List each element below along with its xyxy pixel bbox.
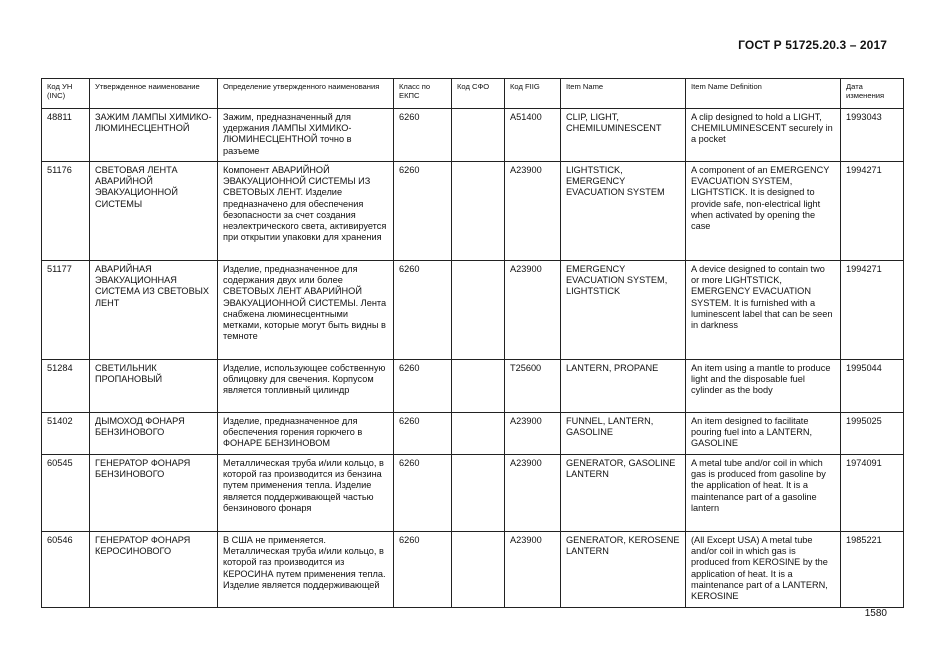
cell-inc: 60545 bbox=[42, 455, 90, 532]
table-row bbox=[42, 109, 904, 162]
cell-item-name: LANTERN, PROPANE bbox=[561, 360, 686, 413]
cell-name-ru: ЗАЖИМ ЛАМПЫ ХИМИКО-ЛЮМИНЕСЦЕНТНОЙ bbox=[90, 109, 218, 162]
column-header-name-ru: Утвержденное наименование bbox=[90, 79, 218, 109]
cell-change-date: 1994271 bbox=[841, 261, 904, 360]
cell-definition-ru: Изделие, предназначенное для содержания двух или более СВЕТОВЫХ ЛЕНТ АВАРИЙНОЙ ЭВАКУАЦИОННОЙ СИСТЕМЫ. Лента снабжена люминесцентными метками, которые могут быть видны в темноте bbox=[218, 261, 394, 360]
cell-ekps-class: 6260 bbox=[394, 532, 452, 608]
cell-sfo-code bbox=[452, 109, 505, 162]
cell-ekps-class: 6260 bbox=[394, 360, 452, 413]
classification-table bbox=[41, 78, 904, 608]
table-row bbox=[42, 360, 904, 413]
cell-item-definition: An item designed to facilitate pouring fuel into a LANTERN, GASOLINE bbox=[686, 413, 841, 455]
table-row bbox=[42, 261, 904, 360]
cell-sfo-code bbox=[452, 413, 505, 455]
page-number: 1580 bbox=[864, 608, 887, 619]
column-header-inc: Код УН (INC) bbox=[42, 79, 90, 109]
cell-name-ru: СВЕТОВАЯ ЛЕНТА АВАРИЙНОЙ ЭВАКУАЦИОННОЙ СИСТЕМЫ bbox=[90, 162, 218, 261]
cell-fiig-code: A23900 bbox=[505, 413, 561, 455]
cell-fiig-code: A23900 bbox=[505, 455, 561, 532]
column-header-definition-ru: Определение утвержденного наименования bbox=[218, 79, 394, 109]
cell-item-definition: A component of an EMERGENCY EVACUATION SYSTEM, LIGHTSTICK. It is designed to provide safe, non-electrical light when activated by opening the case bbox=[686, 162, 841, 261]
cell-change-date: 1985221 bbox=[841, 532, 904, 608]
cell-inc: 51176 bbox=[42, 162, 90, 261]
cell-sfo-code bbox=[452, 261, 505, 360]
cell-ekps-class: 6260 bbox=[394, 162, 452, 261]
cell-change-date: 1974091 bbox=[841, 455, 904, 532]
cell-ekps-class: 6260 bbox=[394, 455, 452, 532]
cell-item-definition: (All Except USA) A metal tube and/or coil in which gas is produced from KEROSINE by the application of heat. It is a maintenance part of a LANTERN, KEROSINE bbox=[686, 532, 841, 608]
cell-inc: 51284 bbox=[42, 360, 90, 413]
cell-ekps-class: 6260 bbox=[394, 109, 452, 162]
table-header-row bbox=[42, 79, 904, 109]
cell-name-ru: ГЕНЕРАТОР ФОНАРЯ БЕНЗИНОВОГО bbox=[90, 455, 218, 532]
cell-fiig-code: T25600 bbox=[505, 360, 561, 413]
cell-item-name: GENERATOR, KEROSENE LANTERN bbox=[561, 532, 686, 608]
cell-ekps-class: 6260 bbox=[394, 261, 452, 360]
column-header-sfo-code: Код СФО bbox=[452, 79, 505, 109]
cell-definition-ru: Изделие, предназначенное для обеспечения горения горючего в ФОНАРЕ БЕНЗИНОВОМ bbox=[218, 413, 394, 455]
cell-definition-ru: В США не применяется. Металлическая труба и/или кольцо, в которой газ производится из КЕРОСИНА путем применения тепла. Изделие является поддерживающей bbox=[218, 532, 394, 608]
cell-change-date: 1994271 bbox=[841, 162, 904, 261]
table-row bbox=[42, 532, 904, 608]
cell-inc: 60546 bbox=[42, 532, 90, 608]
cell-change-date: 1995044 bbox=[841, 360, 904, 413]
cell-item-name: CLIP, LIGHT, CHEMILUMINESCENT bbox=[561, 109, 686, 162]
cell-inc: 51177 bbox=[42, 261, 90, 360]
cell-name-ru: ГЕНЕРАТОР ФОНАРЯ КЕРОСИНОВОГО bbox=[90, 532, 218, 608]
column-header-item-name: Item Name bbox=[561, 79, 686, 109]
cell-inc: 48811 bbox=[42, 109, 90, 162]
column-header-change-date: Дата изменения bbox=[841, 79, 904, 109]
cell-item-definition: An item using a mantle to produce light and the disposable fuel cylinder as the body bbox=[686, 360, 841, 413]
cell-ekps-class: 6260 bbox=[394, 413, 452, 455]
cell-definition-ru: Изделие, использующее собственную облицовку для свечения. Корпусом является топливный цилиндр bbox=[218, 360, 394, 413]
cell-fiig-code: A23900 bbox=[505, 532, 561, 608]
cell-sfo-code bbox=[452, 360, 505, 413]
cell-definition-ru: Металлическая труба и/или кольцо, в которой газ производится из бензина путем применения тепла. Изделие является поддерживающей частью бензинового фонаря bbox=[218, 455, 394, 532]
cell-item-definition: A metal tube and/or coil in which gas is produced from gasoline by the application of heat. It is a maintenance part of a gasoline lantern bbox=[686, 455, 841, 532]
cell-name-ru: АВАРИЙНАЯ ЭВАКУАЦИОННАЯ СИСТЕМА ИЗ СВЕТОВЫХ ЛЕНТ bbox=[90, 261, 218, 360]
table-row bbox=[42, 413, 904, 455]
cell-inc: 51402 bbox=[42, 413, 90, 455]
cell-fiig-code: A23900 bbox=[505, 261, 561, 360]
column-header-item-definition: Item Name Definition bbox=[686, 79, 841, 109]
cell-item-definition: A clip designed to hold a LIGHT, CHEMILUMINESCENT securely in a pocket bbox=[686, 109, 841, 162]
cell-fiig-code: A23900 bbox=[505, 162, 561, 261]
cell-definition-ru: Зажим, предназначенный для удержания ЛАМПЫ ХИМИКО-ЛЮМИНЕСЦЕНТНОЙ точно в разъеме bbox=[218, 109, 394, 162]
column-header-fiig-code: Код FIIG bbox=[505, 79, 561, 109]
cell-sfo-code bbox=[452, 532, 505, 608]
cell-sfo-code bbox=[452, 162, 505, 261]
cell-sfo-code bbox=[452, 455, 505, 532]
column-header-ekps-class: Класс по ЕКПС bbox=[394, 79, 452, 109]
cell-change-date: 1995025 bbox=[841, 413, 904, 455]
document-standard-code: ГОСТ Р 51725.20.3 – 2017 bbox=[738, 38, 887, 52]
cell-definition-ru: Компонент АВАРИЙНОЙ ЭВАКУАЦИОННОЙ СИСТЕМЫ ИЗ СВЕТОВЫХ ЛЕНТ. Изделие предназначено для обеспечения безопасности за счет создания неэлектрического света, активируется при открытии упаковки для хранения bbox=[218, 162, 394, 261]
table-row bbox=[42, 455, 904, 532]
cell-fiig-code: A51400 bbox=[505, 109, 561, 162]
cell-name-ru: СВЕТИЛЬНИК ПРОПАНОВЫЙ bbox=[90, 360, 218, 413]
cell-item-definition: A device designed to contain two or more LIGHTSTICK, EMERGENCY EVACUATION SYSTEM. It is furnished with a luminescent label that can be seen in darkness bbox=[686, 261, 841, 360]
cell-name-ru: ДЫМОХОД ФОНАРЯ БЕНЗИНОВОГО bbox=[90, 413, 218, 455]
cell-change-date: 1993043 bbox=[841, 109, 904, 162]
cell-item-name: LIGHTSTICK, EMERGENCY EVACUATION SYSTEM bbox=[561, 162, 686, 261]
cell-item-name: FUNNEL, LANTERN, GASOLINE bbox=[561, 413, 686, 455]
table-row bbox=[42, 162, 904, 261]
cell-item-name: GENERATOR, GASOLINE LANTERN bbox=[561, 455, 686, 532]
cell-item-name: EMERGENCY EVACUATION SYSTEM, LIGHTSTICK bbox=[561, 261, 686, 360]
